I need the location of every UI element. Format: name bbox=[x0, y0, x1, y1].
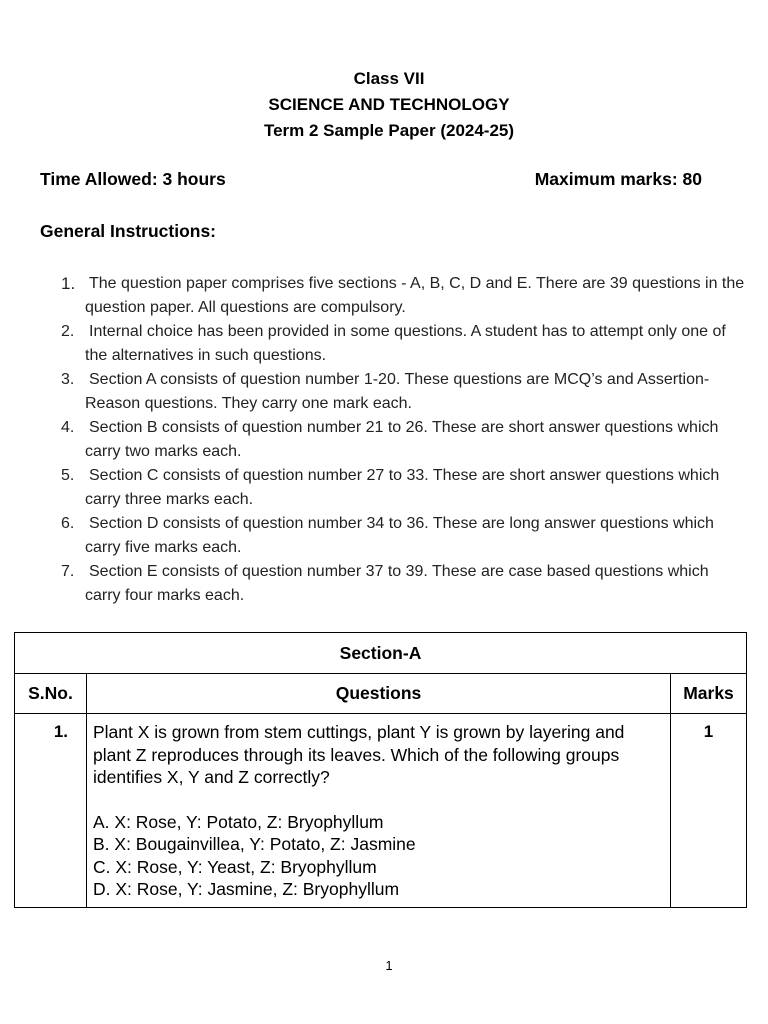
instruction-item bbox=[0, 320, 745, 368]
page-number: 1 bbox=[385, 958, 393, 973]
instruction-text: Section E consists of question number 37 to 39. These are case based questions which carry four marks each. bbox=[85, 563, 709, 604]
question-option: B. X: Bougainvillea, Y: Potato, Z: Jasmine bbox=[93, 834, 416, 854]
instruction-text: The question paper comprises five sections - A, B, C, D and E. There are 39 questions in the question paper. All questions are compulsory. bbox=[85, 275, 745, 316]
question-spacer bbox=[93, 789, 664, 811]
instruction-text: Section B consists of question number 21 to 26. These are short answer questions which carry two marks each. bbox=[85, 419, 719, 460]
question-row bbox=[15, 714, 747, 908]
instruction-number: 5. bbox=[61, 467, 75, 484]
instruction-number: 6. bbox=[61, 515, 75, 532]
class-title: Class VII bbox=[353, 69, 425, 88]
question-number: 1. bbox=[15, 714, 87, 908]
instruction-item bbox=[0, 464, 745, 512]
time-allowed: Time Allowed: 3 hours bbox=[40, 169, 226, 189]
question-option: D. X: Rose, Y: Jasmine, Z: Bryophyllum bbox=[93, 879, 400, 899]
instruction-text: Section C consists of question number 27 to 33. These are short answer questions which carry three marks each. bbox=[85, 467, 720, 508]
question-option: C. X: Rose, Y: Yeast, Z: Bryophyllum bbox=[93, 856, 377, 877]
instruction-text: Section D consists of question number 34 to 36. These are long answer questions which carry five marks each. bbox=[85, 515, 714, 556]
question-text: Plant X is grown from stem cuttings, plant Y is grown by layering and plant Z reproduces through its leaves. Which of the following groups identifies X, Y and Z correctly? bbox=[93, 722, 625, 787]
instructions-heading: General Instructions: bbox=[40, 221, 217, 241]
instruction-text: Internal choice has been provided in some questions. A student has to attempt only one of the alternatives in such questions. bbox=[85, 323, 726, 364]
column-header-marks: Marks bbox=[671, 674, 747, 714]
paper-title: Term 2 Sample Paper (2024-25) bbox=[263, 121, 515, 140]
column-header-questions: Questions bbox=[87, 674, 671, 714]
instruction-number: 7. bbox=[61, 563, 75, 580]
instruction-item bbox=[0, 560, 745, 608]
instruction-text: Section A consists of question number 1-20. These questions are MCQ’s and Assertion-Reason questions. They carry one mark each. bbox=[85, 371, 710, 412]
section-title-row bbox=[15, 633, 747, 674]
subject-title: SCIENCE AND TECHNOLOGY bbox=[268, 95, 510, 114]
paper-header bbox=[0, 66, 768, 144]
instruction-item bbox=[0, 368, 745, 416]
column-header-row bbox=[15, 674, 747, 714]
question-option: A. X: Rose, Y: Potato, Z: Bryophyllum bbox=[93, 811, 384, 832]
column-header-sno: S.No. bbox=[15, 674, 87, 714]
question-cell bbox=[87, 714, 671, 908]
maximum-marks: Maximum marks: 80 bbox=[534, 169, 702, 189]
instruction-item bbox=[0, 272, 745, 320]
instruction-number: 4. bbox=[61, 419, 75, 436]
instruction-number: 3. bbox=[61, 371, 75, 388]
instruction-number: 1. bbox=[61, 274, 76, 293]
question-marks: 1 bbox=[671, 714, 747, 908]
instruction-item bbox=[0, 512, 745, 560]
instructions-list bbox=[0, 272, 768, 608]
section-title: Section-A bbox=[15, 633, 747, 674]
instruction-number: 2. bbox=[61, 323, 75, 340]
instruction-item bbox=[0, 416, 745, 464]
section-a-table bbox=[14, 632, 747, 908]
